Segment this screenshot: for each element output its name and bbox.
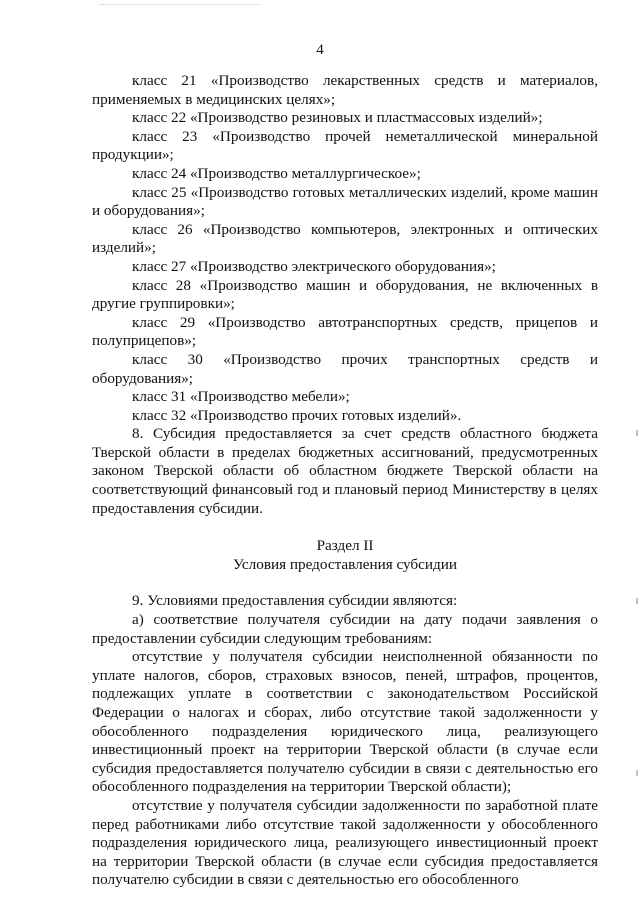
item-a: а) соответствие получателя субсидии на дату подачи заявления о предоставлении субсидии следующим требованиям:: [92, 611, 598, 647]
class-item: класс 31 «Производство мебели»;: [132, 388, 350, 406]
scan-edge-mark: [636, 430, 638, 436]
section-label: Раздел II: [316, 537, 374, 555]
requirement-wage-debt: отсутствие у получателя субсидии задолженности по заработной плате перед работниками либо отсутствие такой задолженности у обособленного подразделения юридического лица, реализующего инвестиционный проект на территории Тверской области (в случае если субсидия предоставляется получателю субсидии в связи с деятельностью его обособленного: [92, 796, 598, 889]
paragraph-9: 9. Условиями предоставления субсидии являются:: [132, 592, 458, 610]
requirement-tax-debt: отсутствие у получателя субсидии неисполненной обязанности по уплате налогов, сборов, страховых взносов, пеней, штрафов, процентов, подлежащих уплате в соответствии с законодательством Российской Федерации о налогах и сборах, либо отсутствие такой задолженности у обособленного подразделения юридического лица, реализующего инвестиционный проект на территории Тверской области (в случае если субсидия предоставляется получателю субсидии в связи с деятельностью его обособленного подразделения на территории Тверской области);: [92, 648, 598, 796]
class-item: класс 28 «Производство машин и оборудования, не включенных в другие группировки»;: [92, 276, 598, 313]
section-title: Условия предоставления субсидии: [232, 555, 458, 573]
class-item: класс 23 «Производство прочей неметаллической минеральной продукции»;: [92, 127, 598, 164]
class-item: класс 22 «Производство резиновых и пластмассовых изделий»;: [132, 109, 543, 127]
class-item: класс 32 «Производство прочих готовых изделий».: [132, 406, 462, 424]
spacer: [92, 574, 598, 592]
scan-edge-mark: [636, 598, 638, 604]
class-item: класс 25 «Производство готовых металлических изделий, кроме машин и оборудования»;: [92, 183, 598, 220]
class-item: класс 24 «Производство металлургическое»;: [132, 164, 421, 182]
class-item: класс 29 «Производство автотранспортных средств, прицепов и полуприцепов»;: [92, 313, 598, 350]
class-item: класс 27 «Производство электрического оборудования»;: [132, 257, 496, 275]
class-item: класс 30 «Производство прочих транспортных средств и оборудования»;: [92, 350, 598, 387]
class-item: класс 21 «Производство лекарственных средств и материалов, применяемых в медицинских целях»;: [92, 72, 598, 108]
scan-edge-mark: [636, 770, 638, 776]
page-number: 4: [316, 42, 324, 58]
paragraph-8: 8. Субсидия предоставляется за счет средств областного бюджета Тверской области в пределах бюджетных ассигнований, предусмотренных законом Тверской области об областном бюджете Тверской области на соответствующий финансовый год и плановый период Министерству в целях предоставления субсидии.: [92, 425, 598, 517]
document-body: [92, 72, 598, 890]
spacer: [92, 518, 598, 537]
scan-artifact: [100, 4, 260, 7]
class-item: класс 26 «Производство компьютеров, электронных и оптических изделий»;: [92, 220, 598, 257]
